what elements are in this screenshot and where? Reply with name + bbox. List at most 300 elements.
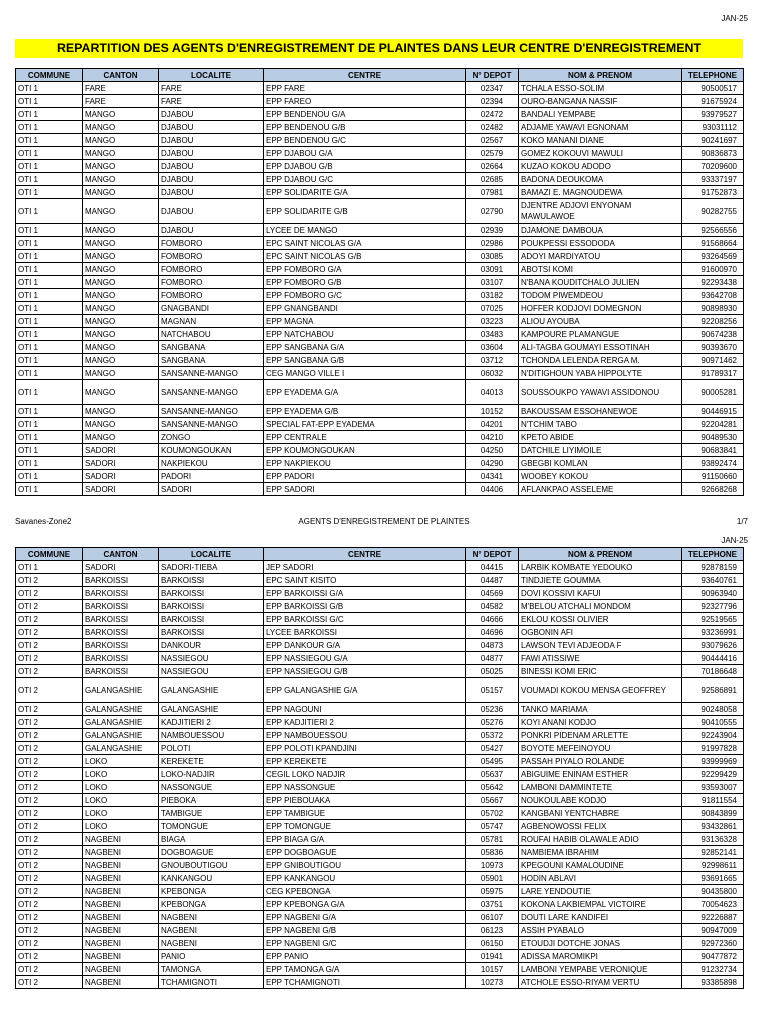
localite-cell: GNOUBOUTIGOU	[159, 859, 264, 872]
canton-cell: MANGO	[83, 147, 159, 160]
localite-cell: BARKOISSI	[159, 587, 264, 600]
depot-cell: 02939	[466, 224, 519, 237]
depot-cell: 05836	[466, 846, 519, 859]
nom-prenom-cell: LARE YENDOUTIE	[519, 885, 682, 898]
table-row	[16, 289, 744, 302]
depot-cell: 03107	[466, 276, 519, 289]
localite-cell: SANGBANA	[159, 354, 264, 367]
header-depot: N° DEPOT	[466, 548, 519, 561]
commune-cell: OTI 1	[16, 250, 83, 263]
telephone-cell: 92586891	[682, 678, 744, 703]
nom-prenom-cell: WOOBEY KOKOU	[519, 470, 682, 483]
page-date: JAN-25	[721, 14, 748, 23]
depot-cell: 05975	[466, 885, 519, 898]
table-row	[16, 328, 744, 341]
centre-cell: EPP SANGBANA G/A	[264, 341, 466, 354]
canton-cell: NAGBENI	[83, 937, 159, 950]
localite-cell: KOUMONGOUKAN	[159, 444, 264, 457]
telephone-cell: 90446915	[682, 405, 744, 418]
canton-cell: GALANGASHIE	[83, 716, 159, 729]
nom-prenom-cell: SOUSSOUKPO YAWAVI ASSIDONOU	[519, 380, 682, 405]
nom-prenom-cell: N'TCHIM TABO	[519, 418, 682, 431]
header-centre: CENTRE	[264, 69, 466, 82]
telephone-cell: 91600970	[682, 263, 744, 276]
telephone-cell: 90683841	[682, 444, 744, 457]
table-row	[16, 937, 744, 950]
depot-cell: 04877	[466, 652, 519, 665]
localite-cell: NAGBENI	[159, 924, 264, 937]
table-row	[16, 250, 744, 263]
canton-cell: NAGBENI	[83, 976, 159, 989]
nom-prenom-cell: NOUKOULABE KODJO	[519, 794, 682, 807]
centre-cell: EPP BARKOISSI G/A	[264, 587, 466, 600]
commune-cell: OTI 1	[16, 315, 83, 328]
commune-cell: OTI 2	[16, 937, 83, 950]
table-row	[16, 587, 744, 600]
depot-cell: 06032	[466, 367, 519, 380]
telephone-cell: 92226887	[682, 911, 744, 924]
nom-prenom-cell: KPETO ABIDE	[519, 431, 682, 444]
telephone-cell: 91789317	[682, 367, 744, 380]
localite-cell: SADORI-TIEBA	[159, 561, 264, 574]
localite-cell: DJABOU	[159, 147, 264, 160]
telephone-cell: 90393670	[682, 341, 744, 354]
table-row	[16, 134, 744, 147]
localite-cell: DJABOU	[159, 108, 264, 121]
centre-cell: EPP KADJITIERI 2	[264, 716, 466, 729]
commune-cell: OTI 2	[16, 807, 83, 820]
centre-cell: EPP KPEBONGA G/A	[264, 898, 466, 911]
table-header-row	[16, 548, 744, 561]
header-commune: COMMUNE	[16, 548, 83, 561]
nom-prenom-cell: ABOTSI KOMI	[519, 263, 682, 276]
depot-cell: 02790	[466, 199, 519, 224]
localite-cell: PADORI	[159, 470, 264, 483]
telephone-cell: 90248058	[682, 703, 744, 716]
centre-cell: EPP NAGBENI G/A	[264, 911, 466, 924]
depot-cell: 06123	[466, 924, 519, 937]
localite-cell: DJABOU	[159, 173, 264, 186]
nom-prenom-cell: AGBENOWOSSI FELIX	[519, 820, 682, 833]
telephone-cell: 70054623	[682, 898, 744, 911]
table-row	[16, 354, 744, 367]
centre-cell: EPP DJABOU G/B	[264, 160, 466, 173]
table-row	[16, 963, 744, 976]
centre-cell: EPP EYADEMA G/B	[264, 405, 466, 418]
table-row	[16, 341, 744, 354]
localite-cell: SANGBANA	[159, 341, 264, 354]
canton-cell: MANGO	[83, 431, 159, 444]
table-row	[16, 82, 744, 95]
centre-cell: EPP BARKOISSI G/B	[264, 600, 466, 613]
table-row	[16, 431, 744, 444]
commune-cell: OTI 2	[16, 742, 83, 755]
depot-cell: 10152	[466, 405, 519, 418]
centre-cell: EPP POLOTI KPANDJINI	[264, 742, 466, 755]
header-commune: COMMUNE	[16, 69, 83, 82]
telephone-cell: 90500517	[682, 82, 744, 95]
commune-cell: OTI 2	[16, 716, 83, 729]
commune-cell: OTI 2	[16, 833, 83, 846]
telephone-cell: 91752873	[682, 186, 744, 199]
table-row	[16, 457, 744, 470]
telephone-cell: 92998611	[682, 859, 744, 872]
centre-cell: EPP PADORI	[264, 470, 466, 483]
nom-prenom-cell: KOKO MANANI DIANE	[519, 134, 682, 147]
localite-cell: TCHAMIGNOTI	[159, 976, 264, 989]
commune-cell: OTI 2	[16, 639, 83, 652]
nom-prenom-cell: LAMBONI DAMMINTETE	[519, 781, 682, 794]
depot-cell: 05236	[466, 703, 519, 716]
nom-prenom-cell: LAMBONI YEMPABE VERONIQUE	[519, 963, 682, 976]
localite-cell: SANSANNE-MANGO	[159, 405, 264, 418]
depot-cell: 04696	[466, 626, 519, 639]
localite-cell: NATCHABOU	[159, 328, 264, 341]
nom-prenom-cell: PASSAH PIYALO ROLANDE	[519, 755, 682, 768]
canton-cell: MANGO	[83, 328, 159, 341]
localite-cell: NASSIEGOU	[159, 652, 264, 665]
depot-cell: 01941	[466, 950, 519, 963]
canton-cell: SADORI	[83, 444, 159, 457]
canton-cell: GALANGASHIE	[83, 729, 159, 742]
localite-cell: FOMBORO	[159, 250, 264, 263]
centre-cell: EPP SADORI	[264, 483, 466, 496]
localite-cell: SANSANNE-MANGO	[159, 367, 264, 380]
nom-prenom-cell: N'DITIGHOUN YABA HIPPOLYTE	[519, 367, 682, 380]
centre-cell: EPP PANIO	[264, 950, 466, 963]
table-row	[16, 807, 744, 820]
telephone-cell: 92204281	[682, 418, 744, 431]
commune-cell: OTI 1	[16, 82, 83, 95]
depot-cell: 04873	[466, 639, 519, 652]
depot-cell: 03223	[466, 315, 519, 328]
telephone-cell: 92878159	[682, 561, 744, 574]
canton-cell: MANGO	[83, 263, 159, 276]
footer-title: AGENTS D'ENREGISTREMENT DE PLAINTES	[298, 517, 470, 526]
depot-cell: 03712	[466, 354, 519, 367]
telephone-cell: 93385898	[682, 976, 744, 989]
canton-cell: BARKOISSI	[83, 600, 159, 613]
localite-cell: NAGBENI	[159, 937, 264, 950]
nom-prenom-cell: LAWSON TEVI ADJEODA F	[519, 639, 682, 652]
localite-cell: NAMBOUESSOU	[159, 729, 264, 742]
table-row	[16, 276, 744, 289]
table-row	[16, 561, 744, 574]
canton-cell: SADORI	[83, 483, 159, 496]
canton-cell: MANGO	[83, 250, 159, 263]
localite-cell: NASSONGUE	[159, 781, 264, 794]
localite-cell: PIEBOKA	[159, 794, 264, 807]
telephone-cell: 91997828	[682, 742, 744, 755]
nom-prenom-cell: ABIGUIME ENINAM ESTHER	[519, 768, 682, 781]
table-row	[16, 405, 744, 418]
telephone-cell: 90963940	[682, 587, 744, 600]
nom-prenom-cell: ASSIH PYABALO	[519, 924, 682, 937]
table-body	[16, 561, 744, 989]
telephone-cell: 91232734	[682, 963, 744, 976]
commune-cell: OTI 1	[16, 95, 83, 108]
depot-cell: 02482	[466, 121, 519, 134]
canton-cell: MANGO	[83, 237, 159, 250]
commune-cell: OTI 1	[16, 354, 83, 367]
nom-prenom-cell: DOVI KOSSIVI KAFUI	[519, 587, 682, 600]
commune-cell: OTI 1	[16, 199, 83, 224]
canton-cell: NAGBENI	[83, 924, 159, 937]
centre-cell: EPP DJABOU G/A	[264, 147, 466, 160]
centre-cell: EPP TCHAMIGNOTI	[264, 976, 466, 989]
canton-cell: SADORI	[83, 457, 159, 470]
centre-cell: CEG MANGO VILLE I	[264, 367, 466, 380]
commune-cell: OTI 1	[16, 470, 83, 483]
nom-prenom-cell: NAMBIEMA IBRAHIM	[519, 846, 682, 859]
telephone-cell: 91675924	[682, 95, 744, 108]
table-row	[16, 108, 744, 121]
canton-cell: BARKOISSI	[83, 626, 159, 639]
page-date: JAN-25	[721, 536, 748, 545]
header-canton: CANTON	[83, 548, 159, 561]
localite-cell: FARE	[159, 82, 264, 95]
table-row	[16, 898, 744, 911]
commune-cell: OTI 2	[16, 781, 83, 794]
nom-prenom-cell: KOYI ANANI KODJO	[519, 716, 682, 729]
localite-cell: MAGNAN	[159, 315, 264, 328]
commune-cell: OTI 1	[16, 418, 83, 431]
centre-cell: EPC SAINT NICOLAS G/A	[264, 237, 466, 250]
telephone-cell: 92208256	[682, 315, 744, 328]
localite-cell: GALANGASHIE	[159, 703, 264, 716]
localite-cell: GNAGBANDI	[159, 302, 264, 315]
table-row	[16, 600, 744, 613]
commune-cell: OTI 1	[16, 108, 83, 121]
centre-cell: CEGIL LOKO NADJIR	[264, 768, 466, 781]
depot-cell: 02579	[466, 147, 519, 160]
table-row	[16, 263, 744, 276]
centre-cell: EPP FARE	[264, 82, 466, 95]
telephone-cell: 93892474	[682, 457, 744, 470]
depot-cell: 02347	[466, 82, 519, 95]
commune-cell: OTI 1	[16, 561, 83, 574]
commune-cell: OTI 1	[16, 405, 83, 418]
canton-cell: LOKO	[83, 755, 159, 768]
canton-cell: MANGO	[83, 341, 159, 354]
telephone-cell: 90282755	[682, 199, 744, 224]
nom-prenom-cell: ETOUDJI DOTCHE JONAS	[519, 937, 682, 950]
table-row	[16, 639, 744, 652]
telephone-cell: 93337197	[682, 173, 744, 186]
canton-cell: GALANGASHIE	[83, 678, 159, 703]
nom-prenom-cell: KOKONA LAKBIEMPAL VICTOIRE	[519, 898, 682, 911]
canton-cell: BARKOISSI	[83, 587, 159, 600]
depot-cell: 02472	[466, 108, 519, 121]
centre-cell: EPP FAREO	[264, 95, 466, 108]
telephone-cell: 92668268	[682, 483, 744, 496]
depot-cell: 05495	[466, 755, 519, 768]
commune-cell: OTI 1	[16, 380, 83, 405]
depot-cell: 02394	[466, 95, 519, 108]
localite-cell: BIAGA	[159, 833, 264, 846]
canton-cell: GALANGASHIE	[83, 703, 159, 716]
centre-cell: EPP GALANGASHIE G/A	[264, 678, 466, 703]
centre-cell: EPP BIAGA G/A	[264, 833, 466, 846]
canton-cell: NAGBENI	[83, 872, 159, 885]
depot-cell: 03751	[466, 898, 519, 911]
localite-cell: GALANGASHIE	[159, 678, 264, 703]
table-row	[16, 820, 744, 833]
centre-cell: EPP PIEBOUAKA	[264, 794, 466, 807]
nom-prenom-cell: ALI-TAGBA GOUMAYI ESSOTINAH	[519, 341, 682, 354]
commune-cell: OTI 2	[16, 885, 83, 898]
canton-cell: MANGO	[83, 276, 159, 289]
centre-cell: EPP BENDENOU G/B	[264, 121, 466, 134]
localite-cell: NAGBENI	[159, 911, 264, 924]
depot-cell: 05702	[466, 807, 519, 820]
table-row	[16, 147, 744, 160]
localite-cell: ZONGO	[159, 431, 264, 444]
canton-cell: NAGBENI	[83, 911, 159, 924]
centre-cell: EPP FOMBORO G/C	[264, 289, 466, 302]
centre-cell: EPP KOUMONGOUKAN	[264, 444, 466, 457]
commune-cell: OTI 1	[16, 367, 83, 380]
telephone-cell: 90674238	[682, 328, 744, 341]
localite-cell: DJABOU	[159, 224, 264, 237]
commune-cell: OTI 1	[16, 173, 83, 186]
commune-cell: OTI 2	[16, 703, 83, 716]
depot-cell: 04210	[466, 431, 519, 444]
canton-cell: MANGO	[83, 224, 159, 237]
localite-cell: DJABOU	[159, 134, 264, 147]
centre-cell: CEG KPEBONGA	[264, 885, 466, 898]
commune-cell: OTI 1	[16, 121, 83, 134]
commune-cell: OTI 2	[16, 872, 83, 885]
depot-cell: 02685	[466, 173, 519, 186]
centre-cell: LYCEE DE MANGO	[264, 224, 466, 237]
centre-cell: EPP TAMONGA G/A	[264, 963, 466, 976]
telephone-cell: 90410555	[682, 716, 744, 729]
table-row	[16, 173, 744, 186]
commune-cell: OTI 1	[16, 134, 83, 147]
localite-cell: KEREKETE	[159, 755, 264, 768]
commune-cell: OTI 1	[16, 289, 83, 302]
depot-cell: 10973	[466, 859, 519, 872]
canton-cell: BARKOISSI	[83, 574, 159, 587]
centre-cell: LYCEE BARKOISSI	[264, 626, 466, 639]
localite-cell: FOMBORO	[159, 289, 264, 302]
telephone-cell: 90971462	[682, 354, 744, 367]
telephone-cell: 93640761	[682, 574, 744, 587]
telephone-cell: 92852141	[682, 846, 744, 859]
nom-prenom-cell: GBEGBI KOMLAN	[519, 457, 682, 470]
nom-prenom-cell: DJAMONE DAMBOUA	[519, 224, 682, 237]
table-row	[16, 872, 744, 885]
centre-cell: EPP SANGBANA G/B	[264, 354, 466, 367]
table-row	[16, 794, 744, 807]
localite-cell: FOMBORO	[159, 276, 264, 289]
commune-cell: OTI 1	[16, 276, 83, 289]
centre-cell: EPP DJABOU G/C	[264, 173, 466, 186]
commune-cell: OTI 1	[16, 457, 83, 470]
depot-cell: 03182	[466, 289, 519, 302]
canton-cell: NAGBENI	[83, 950, 159, 963]
agents-table-page-1	[15, 68, 744, 496]
localite-cell: BARKOISSI	[159, 574, 264, 587]
canton-cell: MANGO	[83, 134, 159, 147]
telephone-cell: 93593007	[682, 781, 744, 794]
nom-prenom-cell: KAMPOURE PLAMANGUE	[519, 328, 682, 341]
centre-cell: EPP NASSIEGOU G/B	[264, 665, 466, 678]
centre-cell: EPP NAKPIEKOU	[264, 457, 466, 470]
telephone-cell: 93079626	[682, 639, 744, 652]
table-row	[16, 613, 744, 626]
depot-cell: 05276	[466, 716, 519, 729]
localite-cell: SADORI	[159, 483, 264, 496]
depot-cell: 04406	[466, 483, 519, 496]
localite-cell: DJABOU	[159, 121, 264, 134]
depot-cell: 04666	[466, 613, 519, 626]
canton-cell: SADORI	[83, 561, 159, 574]
centre-cell: EPP NAGBENI G/B	[264, 924, 466, 937]
depot-cell: 04415	[466, 561, 519, 574]
table-row	[16, 626, 744, 639]
commune-cell: OTI 1	[16, 147, 83, 160]
commune-cell: OTI 2	[16, 587, 83, 600]
depot-cell: 06150	[466, 937, 519, 950]
commune-cell: OTI 1	[16, 444, 83, 457]
header-centre: CENTRE	[264, 548, 466, 561]
centre-cell: EPP KEREKETE	[264, 755, 466, 768]
canton-cell: MANGO	[83, 302, 159, 315]
telephone-cell: 93642708	[682, 289, 744, 302]
canton-cell: LOKO	[83, 781, 159, 794]
nom-prenom-cell: ALIOU AYOUBA	[519, 315, 682, 328]
canton-cell: NAGBENI	[83, 885, 159, 898]
commune-cell: OTI 2	[16, 613, 83, 626]
depot-cell: 05637	[466, 768, 519, 781]
commune-cell: OTI 2	[16, 729, 83, 742]
canton-cell: FARE	[83, 95, 159, 108]
centre-cell: EPP SOLIDARITE G/B	[264, 199, 466, 224]
depot-cell: 04250	[466, 444, 519, 457]
depot-cell: 04341	[466, 470, 519, 483]
localite-cell: LOKO-NADJIR	[159, 768, 264, 781]
nom-prenom-cell: KPEGOUNI KAMALOUDINE	[519, 859, 682, 872]
centre-cell: EPP EYADEMA G/A	[264, 380, 466, 405]
centre-cell: SPECIAL FAT-EPP EYADEMA	[264, 418, 466, 431]
canton-cell: MANGO	[83, 405, 159, 418]
table-row	[16, 483, 744, 496]
table-row	[16, 716, 744, 729]
depot-cell: 04201	[466, 418, 519, 431]
depot-cell: 05427	[466, 742, 519, 755]
header-localite: LOCALITE	[159, 548, 264, 561]
telephone-cell: 93432861	[682, 820, 744, 833]
telephone-cell: 92972360	[682, 937, 744, 950]
localite-cell: TAMBIGUE	[159, 807, 264, 820]
nom-prenom-cell: HODIN ABLAVI	[519, 872, 682, 885]
localite-cell: BARKOISSI	[159, 613, 264, 626]
canton-cell: BARKOISSI	[83, 652, 159, 665]
table-row	[16, 444, 744, 457]
nom-prenom-cell: ADJAME YAWAVI EGNONAM	[519, 121, 682, 134]
localite-cell: SANSANNE-MANGO	[159, 418, 264, 431]
localite-cell: DJABOU	[159, 160, 264, 173]
telephone-cell: 90241697	[682, 134, 744, 147]
nom-prenom-cell: KANGBANI YENTCHABRE	[519, 807, 682, 820]
table-row	[16, 665, 744, 678]
table-row	[16, 768, 744, 781]
header-nom-prenom: NOM & PRENOM	[519, 548, 682, 561]
canton-cell: LOKO	[83, 794, 159, 807]
canton-cell: NAGBENI	[83, 846, 159, 859]
